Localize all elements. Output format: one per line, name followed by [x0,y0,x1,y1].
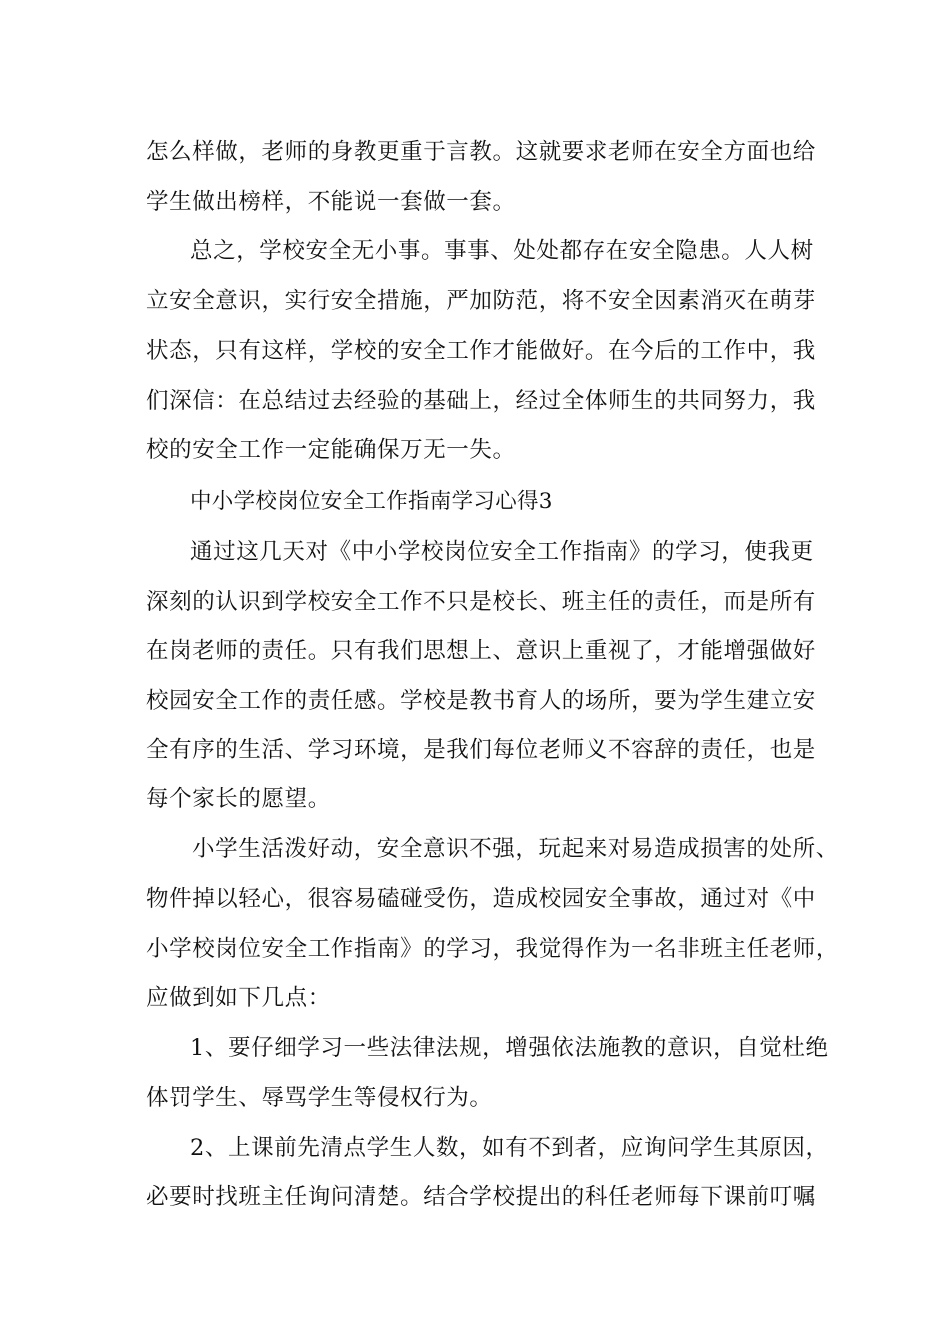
text-line: 校的安全工作一定能确保万无一失。 [146,437,516,463]
text-line: 学生做出榜样，不能说一套做一套。 [146,189,516,215]
text-line: 小学校岗位安全工作指南》的学习，我觉得作为一名非班主任老师， [146,936,840,962]
text-line: 立安全意识，实行安全措施，严加防范，将不安全因素消灭在萌芽 [146,288,816,314]
text-line: 通过这几天对《中小学校岗位安全工作指南》的学习，使我更 [190,539,814,565]
text-line: 2、上课前先清点学生人数，如有不到者，应询问学生其原因， [190,1135,829,1161]
text-line: 1、要仔细学习一些法律法规，增强依法施教的意识，自觉杜绝 [190,1035,829,1061]
text-line: 在岗老师的责任。只有我们思想上、意识上重视了，才能增强做好 [146,638,816,664]
text-line: 校园安全工作的责任感。学校是教书育人的场所，要为学生建立安 [146,688,816,714]
text-line: 们深信：在总结过去经验的基础上，经过全体师生的共同努力，我 [146,388,816,414]
text-line: 全有序的生活、学习环境，是我们每位老师义不容辞的责任，也是 [146,737,816,763]
text-line: 体罚学生、辱骂学生等侵权行为。 [146,1085,493,1111]
text-line: 总之，学校安全无小事。事事、处处都存在安全隐患。人人树 [190,238,814,264]
section-heading: 中小学校岗位安全工作指南学习心得3 [190,489,553,514]
text-line: 每个家长的愿望。 [146,786,331,812]
text-line: 怎么样做，老师的身教更重于言教。这就要求老师在安全方面也给 [146,139,816,165]
text-line: 必要时找班主任询问清楚。结合学校提出的科任老师每下课前叮嘱 [146,1184,816,1210]
text-line: 物件掉以轻心，很容易磕碰受伤，造成校园安全事故，通过对《中 [146,886,816,912]
text-line: 应做到如下几点： [146,985,331,1011]
text-line: 状态，只有这样，学校的安全工作才能做好。在今后的工作中，我 [146,338,816,364]
text-line: 小学生活泼好动，安全意识不强，玩起来对易造成损害的处所、 [192,836,839,862]
text-line: 深刻的认识到学校安全工作不只是校长、班主任的责任，而是所有 [146,589,816,615]
